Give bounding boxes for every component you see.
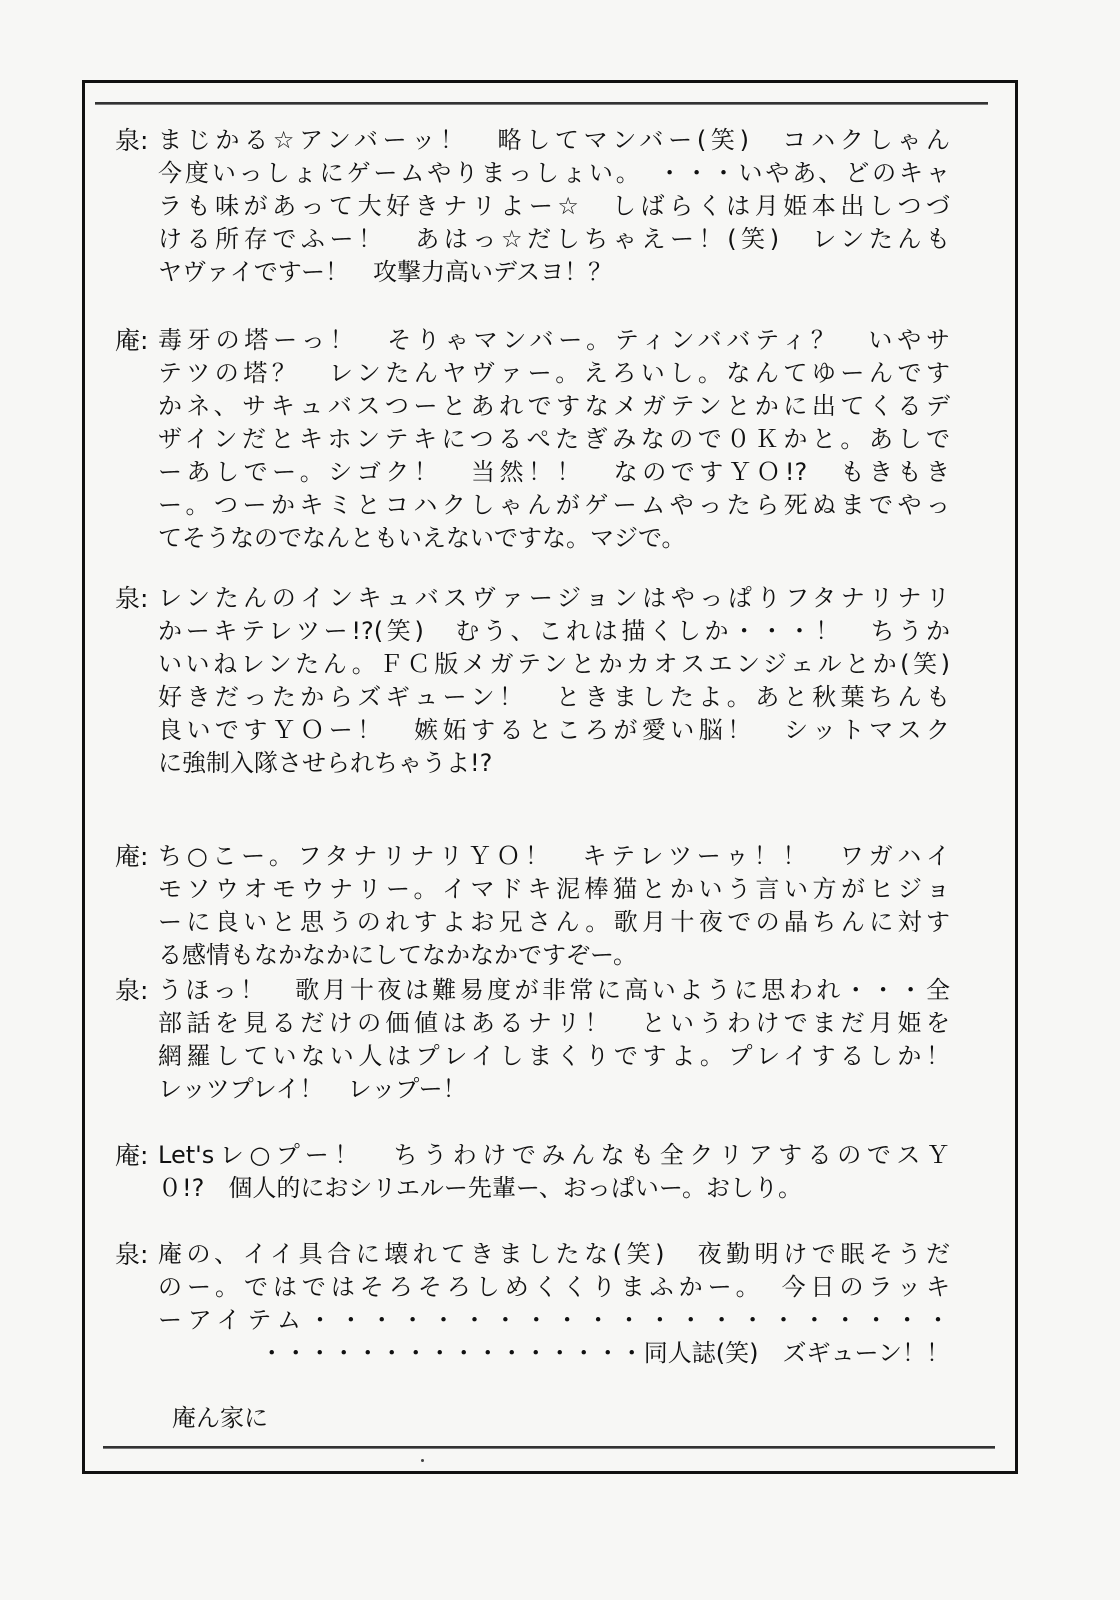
text-line: 今度いっしょにゲームやりまっしょい。 ・・・いやあ、どのキャ — [158, 159, 950, 187]
text-line: テツの塔？ レンたんヤヴァー。えろいし。なんてゆーんです — [158, 359, 950, 387]
text-line: レッツプレイ！ レップー！ — [158, 1075, 467, 1103]
text-line: Let'sレ○プー！ ちうわけでみんなも全クリアするのでスＹ — [158, 1141, 950, 1169]
text-line: かーキテレツー!?(笑) むう、これは描くしか・・・！ ちうか — [158, 617, 950, 645]
text-line: いいねレンたん。ＦＣ版メガテンとかカオスエンジェルとか(笑) — [158, 650, 950, 678]
text-line: に強制入隊させられちゃうよ!? — [158, 749, 493, 777]
text-line: ヤヴァイですー！ 攻撃力高いデスヨ！？ — [158, 258, 613, 286]
text-line: ー。つーかキミとコハクしゃんがゲームやったら死ぬまでやっ — [158, 491, 950, 519]
text-line: のー。ではではそろそろしめくくりまふかー。 今日のラッキ — [158, 1273, 950, 1301]
speaker-label: 泉: — [115, 976, 149, 1005]
speaker-label: 泉: — [115, 1240, 149, 1269]
text-line: る感情もなかなかにしてなかなかですぞー。 — [158, 941, 638, 969]
text-line: 網羅していない人はプレイしまくりですよ。プレイするしか！ — [158, 1042, 950, 1070]
text-line: 良いですＹＯー！ 嫉妬するところが愛い脳！ シットマスク — [158, 716, 950, 744]
text-line: ・・・・・・・・・・・・・・・・同人誌(笑) ズギューン！！ — [259, 1339, 950, 1367]
speaker-label: 泉: — [115, 126, 149, 155]
top-divider — [95, 102, 988, 105]
speaker-label: 庵: — [115, 326, 149, 355]
text-line: 部話を見るだけの価値はあるナリ！ というわけでまだ月姫を — [158, 1009, 950, 1037]
text-line: うほっ！ 歌月十夜は難易度が非常に高いように思われ・・・全 — [158, 976, 950, 1004]
speaker-label: 庵: — [115, 842, 149, 871]
text-line: 好きだったからズギューン！ ときましたよ。あと秋葉ちんも — [158, 683, 950, 711]
text-line: ーアイテム・・・・・・・・・・・・・・・・・・・・・ — [158, 1306, 950, 1334]
bottom-divider — [103, 1446, 995, 1449]
speaker-label: 泉: — [115, 584, 149, 613]
scan-speck — [421, 1459, 424, 1462]
text-line: ち○こー。フタナリナリＹＯ！ キテレツーゥ！！ ワガハイ — [158, 842, 950, 870]
text-line: 庵の、イイ具合に壊れてきましたな(笑) 夜勤明けで眠そうだ — [158, 1240, 950, 1268]
text-line: レンたんのインキュバスヴァージョンはやっぱりフタナリナリ — [158, 584, 950, 612]
text-line: ーに良いと思うのれすよお兄さん。歌月十夜での晶ちんに対す — [158, 908, 950, 936]
text-line: かネ、サキュバスつーとあれですなメガテンとかに出てくるデ — [158, 392, 950, 420]
text-line: ザインだとキホンテキにつるぺたぎみなので０Ｋかと。あしで — [158, 425, 950, 453]
speaker-label: 庵: — [115, 1141, 149, 1170]
text-line: ーあしでー。シゴク！ 当然！！ なのですＹＯ!? もきもき — [158, 458, 950, 486]
text-line: モソウオモウナリー。イマドキ泥棒猫とかいう言い方がヒジョ — [158, 875, 950, 903]
text-line: ０!? 個人的におシリエルー先輩ー、おっぱいー。おしり。 — [158, 1174, 802, 1202]
text-line: ける所存でふー！ あはっ☆だしちゃえー！(笑) レンたんも — [158, 225, 950, 253]
text-line: 毒牙の塔ーっ！ そりゃマンバー。ティンババティ？ いやサ — [158, 326, 950, 354]
text-line: ラも味があって大好きナリよー☆ しばらくは月姫本出しつづ — [158, 192, 950, 220]
text-line: てそうなのでなんともいえないですな。マジで。 — [158, 524, 686, 552]
text-line: まじかる☆アンバーッ！ 略してマンバー(笑) コハクしゃん — [158, 126, 950, 154]
footer-note: 庵ん家に — [172, 1404, 268, 1432]
